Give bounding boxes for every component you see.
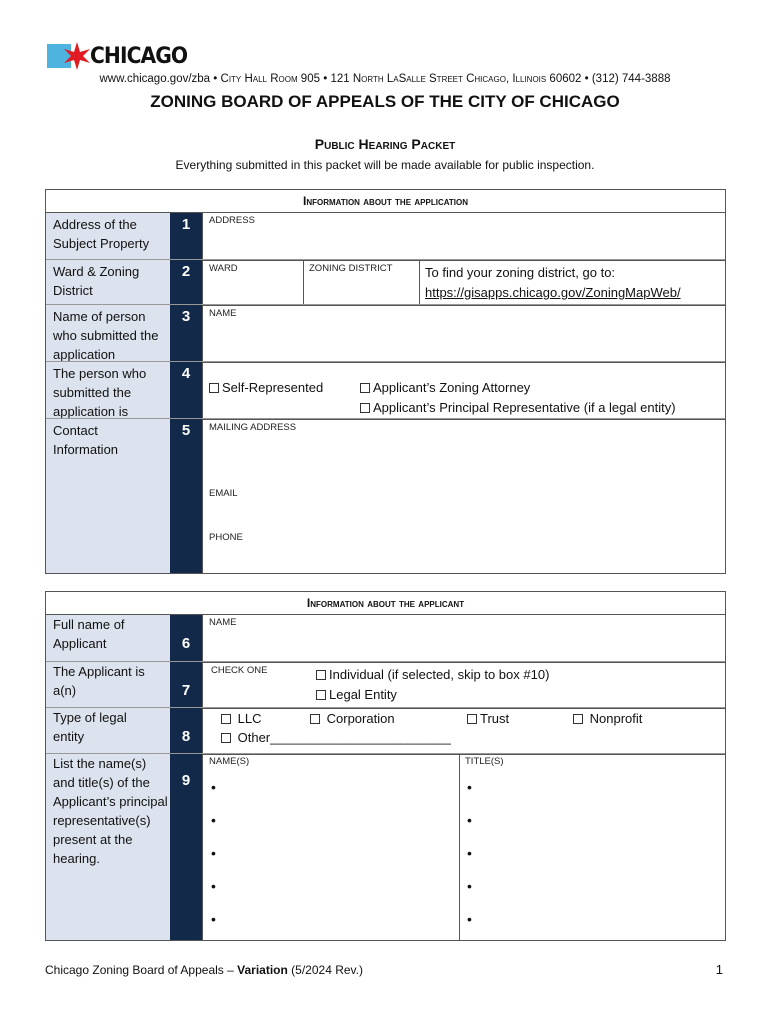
checkbox[interactable]	[467, 714, 477, 724]
row-number: 5	[181, 422, 191, 439]
row-label: Name of person who submitted the application	[53, 309, 159, 362]
section-heading: Information about the application	[46, 190, 725, 213]
star-icon	[62, 41, 92, 71]
field-label: ZONING DISTRICT	[309, 263, 393, 274]
option-self-represented[interactable]: Self-Represented	[209, 380, 323, 395]
row-number: 1	[181, 216, 191, 233]
bullet: •	[467, 845, 472, 861]
row-entity-type	[46, 707, 725, 753]
field-label: NAME(S)	[209, 756, 250, 767]
representative-titles-field[interactable]	[459, 755, 725, 940]
applicant-section	[45, 591, 726, 941]
page-number: 1	[715, 962, 723, 977]
address-field[interactable]	[202, 213, 725, 259]
row-number: 8	[181, 728, 191, 745]
row-ward-zoning	[46, 259, 725, 304]
bullet: •	[467, 812, 472, 828]
zoning-hint: To find your zoning district, go to:	[425, 265, 616, 280]
row-label: Contact Information	[53, 423, 119, 457]
checkbox[interactable]	[316, 690, 326, 700]
field-label: CHECK ONE	[211, 665, 268, 676]
representative-names-field[interactable]	[203, 755, 459, 940]
checkbox[interactable]	[316, 670, 326, 680]
chicago-logo	[47, 43, 196, 69]
field-label: NAME	[209, 308, 237, 319]
row-submitter-type	[46, 361, 725, 418]
footer-form-name: Chicago Zoning Board of Appeals – Variation (5/2024 Rev.)	[45, 963, 363, 977]
bullet: •	[211, 845, 216, 861]
row-submitter-name	[46, 304, 725, 361]
applicant-name-field[interactable]	[202, 615, 725, 661]
bullet: •	[467, 878, 472, 894]
checkbox[interactable]	[221, 714, 231, 724]
option-corporation[interactable]: Corporation	[310, 711, 395, 726]
option-zoning-attorney[interactable]: Applicant’s Zoning Attorney	[360, 380, 530, 395]
zoning-district-field[interactable]	[303, 261, 419, 304]
field-label: ADDRESS	[209, 215, 255, 226]
option-llc[interactable]: LLC	[221, 711, 261, 726]
row-number: 4	[181, 365, 191, 382]
row-label: The Applicant is a(n)	[53, 664, 145, 698]
row-label: The person who submitted the application is	[53, 366, 147, 419]
page-title: ZONING BOARD OF APPEALS OF THE CITY OF CHICAGO	[150, 92, 620, 111]
submitter-name-field[interactable]	[202, 305, 725, 361]
field-label: NAME	[209, 617, 237, 628]
checkbox[interactable]	[221, 733, 231, 743]
checkbox[interactable]	[209, 383, 219, 393]
row-number: 6	[181, 635, 191, 652]
row-contact-info	[46, 418, 725, 573]
bullet: •	[211, 812, 216, 828]
logo-wordmark: CHICAGO	[90, 43, 188, 69]
zoning-map-link[interactable]: https://gisapps.chicago.gov/ZoningMapWeb/	[425, 285, 681, 300]
row-number: 2	[181, 263, 191, 280]
option-legal-entity[interactable]: Legal Entity	[316, 687, 397, 702]
option-trust[interactable]: Trust	[467, 711, 509, 726]
row-representatives	[46, 753, 725, 940]
ward-field[interactable]	[203, 261, 303, 304]
inspection-note: Everything submitted in this packet will be made available for public inspection.	[175, 158, 595, 172]
option-individual[interactable]: Individual (if selected, skip to box #10)	[316, 667, 549, 682]
row-label: Full name of Applicant	[53, 617, 125, 651]
row-applicant-type	[46, 661, 725, 707]
field-label: TITLE(S)	[465, 756, 504, 767]
checkbox[interactable]	[360, 383, 370, 393]
section-heading: Information about the applicant	[46, 592, 725, 615]
application-section	[45, 189, 726, 574]
phone-field[interactable]	[203, 528, 725, 574]
bullet: •	[211, 878, 216, 894]
row-number: 7	[181, 682, 191, 699]
field-label: MAILING ADDRESS	[209, 422, 297, 433]
row-number: 3	[181, 308, 191, 325]
option-other[interactable]: Other_________________________	[221, 730, 451, 745]
packet-subtitle: Public Hearing Packet	[314, 136, 456, 152]
mailing-address-field[interactable]	[203, 420, 725, 484]
office-location: City Hall Room 905	[220, 73, 320, 85]
bullet: •	[467, 911, 472, 927]
row-label: Type of legal entity	[53, 710, 127, 744]
contact-line: www.chicago.gov/zba • City Hall Room 905 • 121 North LaSalle Street Chicago, Illinois 60602 • (312) 744-3888	[99, 73, 671, 85]
row-label: List the name(s) and title(s) of the Applicant’s principal representative(s) present at the hearing.	[53, 756, 168, 866]
checkbox[interactable]	[360, 403, 370, 413]
field-label: PHONE	[209, 532, 243, 543]
row-number: 9	[181, 772, 191, 789]
bullet: •	[467, 779, 472, 795]
row-applicant-name	[46, 615, 725, 661]
row-subject-address	[46, 213, 725, 259]
street-address: 121 North LaSalle Street Chicago, Illinois 60602	[330, 73, 582, 85]
bullet: •	[211, 911, 216, 927]
option-principal-representative[interactable]: Applicant’s Principal Representative (if a legal entity)	[360, 400, 676, 415]
bullet: •	[211, 779, 216, 795]
email-field[interactable]	[203, 484, 725, 528]
row-label: Address of the Subject Property	[53, 217, 150, 251]
checkbox[interactable]	[310, 714, 320, 724]
field-label: WARD	[209, 263, 238, 274]
option-nonprofit[interactable]: Nonprofit	[573, 711, 642, 726]
row-label: Ward & Zoning District	[53, 264, 140, 298]
field-label: EMAIL	[209, 488, 238, 499]
website-link[interactable]: www.chicago.gov/zba	[99, 73, 211, 85]
checkbox[interactable]	[573, 714, 583, 724]
office-phone: (312) 744-3888	[591, 73, 671, 85]
